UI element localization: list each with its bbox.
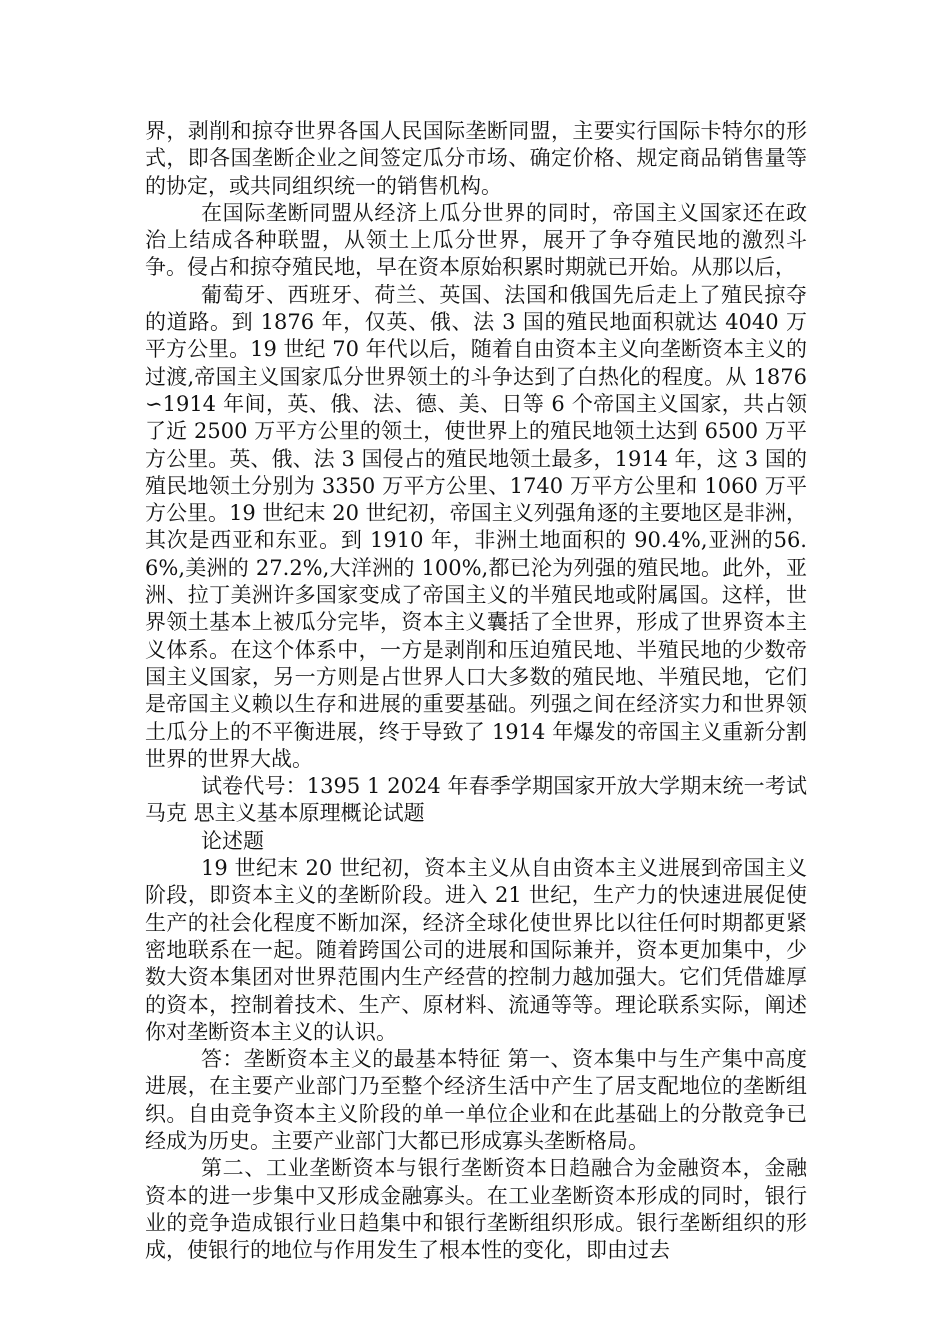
exam-code-line: 试卷代号：1395 1 2024 年春季学期国家开放大学期末统一考试马克 思主义基本原理概论试题 xyxy=(145,774,807,826)
answer-paragraph-1: 答：垄断资本主义的最基本特征 第一、资本集中与生产集中高度进展，在主要产业部门乃至整个经济生活中产生了居支配地位的垄断组织。自由竞争资本主义阶段的单一单位企业和在此基础上的分散竞争已经成为历史。主要产业部门大都已形成寡头垄断格局。 xyxy=(145,1047,807,1153)
paragraph-2: 在国际垄断同盟从经济上瓜分世界的同时，帝国主义国家还在政治上结成各种联盟，从领土上瓜分世界，展开了争夺殖民地的激烈斗争。侵占和掠夺殖民地，早在资本原始积累时期就已开始。从那以后， xyxy=(145,200,807,280)
paragraph-3: 葡萄牙、西班牙、荷兰、英国、法国和俄国先后走上了殖民掠夺的道路。到 1876 年，仅英、俄、法 3 国的殖民地面积就达 4040 万平方公里。19 世纪 70 年代以后，随着自由资本主义向垄断资本主义的过渡,帝国主义国家瓜分世界领土的斗争达到了白热化的程度。从 1876∽1914 年间，英、俄、法、德、美、日等 6 个帝国主义国家，共占领了近 2500 万平方公里的领土，使世界上的殖民地领土达到 6500 万平方公里。英、俄、法 3 国侵占的殖民地领土最多，1914 年，这 3 国的殖民地领土分别为 3350 万平方公里、1740 万平方公里和 1060 万平方公里。19 世纪末 20 世纪初，帝国主义列强角逐的主要地区是非洲，其次是西亚和东亚。到 1910 年，非洲土地面积的 90.4%,亚洲的56.6%,美洲的 27.2%,大洋洲的 100%,都已沦为列强的殖民地。此外，亚洲、拉丁美洲许多国家变成了帝国主义的半殖民地或附属国。这样，世界领土基本上被瓜分完毕，资本主义囊括了全世界，形成了世界资本主义体系。在这个体系中，一方是剥削和压迫殖民地、半殖民地的少数帝国主义国家，另一方则是占世界人口大多数的殖民地、半殖民地，它们是帝国主义赖以生存和进展的重要基础。列强之间在经济实力和世界领土瓜分上的不平衡进展，终于导致了 1914 年爆发的帝国主义重新分割世界的世界大战。 xyxy=(145,282,807,771)
answer-paragraph-2: 第二、工业垄断资本与银行垄断资本日趋融合为金融资本，金融资本的进一步集中又形成金融寡头。在工业垄断资本形成的同时，银行业的竞争造成银行业日趋集中和银行垄断组织形成。银行垄断组织的形成，使银行的地位与作用发生了根本性的变化，即由过去 xyxy=(145,1156,807,1263)
paragraph-1: 界，剥削和掠夺世界各国人民国际垄断同盟，主要实行国际卡特尔的形式，即各国垄断企业之间签定瓜分市场、确定价格、规定商品销售量等的协定，或共同组织统一的销售机构。 xyxy=(145,119,807,198)
question-paragraph: 19 世纪末 20 世纪初，资本主义从自由资本主义进展到帝国主义阶段，即资本主义的垄断阶段。进入 21 世纪，生产力的快速进展促使生产的社会化程度不断加深，经济全球化使世界比以往任何时期都更紧密地联系在一起。随着跨国公司的进展和国际兼并，资本更加集中，少数大资本集团对世界范围内生产经营的控制力越加强大。它们凭借雄厚的资本，控制着技术、生产、原材料、流通等等。理论联系实际，阐述你对垄断资本主义的认识。 xyxy=(145,856,807,1044)
section-heading: 论述题 xyxy=(201,828,264,853)
document-body xyxy=(145,118,807,1264)
